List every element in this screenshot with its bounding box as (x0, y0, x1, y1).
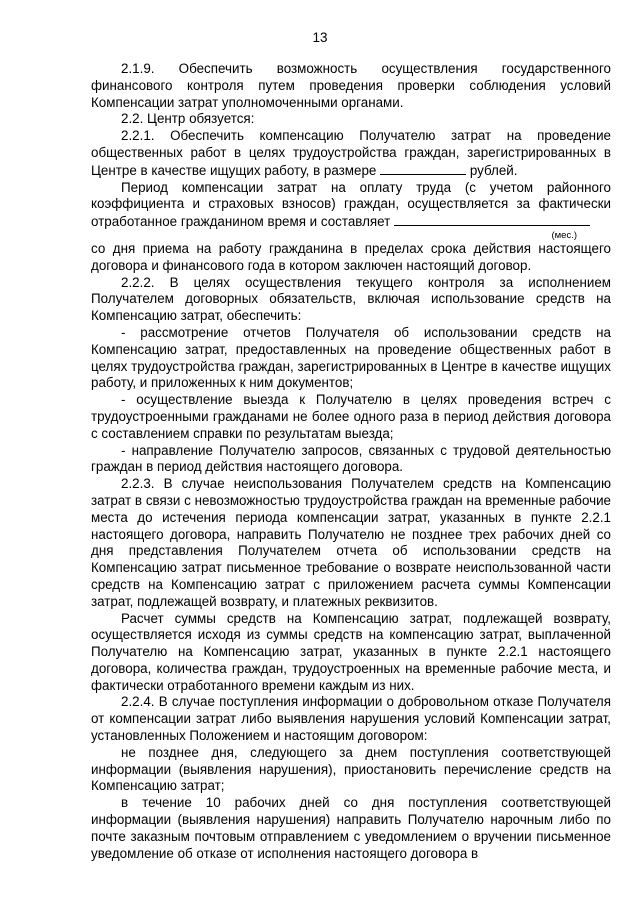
period-blank (394, 213, 590, 226)
paragraph-refund-calculation: Расчет суммы средств на Компенсацию затрат, подлежащей возврату, осуществляется исходя из суммы средств на компенсацию затрат, выплаченной Получателю на Компенсацию затрат, указанных в пункте 2.2.1 настоящего договора, количества граждан, трудоустроенных на временные рабочие места, и фактически отработанного времени каждым из них. (91, 610, 611, 693)
list-item-requests: - направление Получателю запросов, связанных с трудовой деятельностью граждан в период действия настоящего договора. (91, 442, 611, 475)
paragraph-2-2-3: 2.2.3. В случае неиспользования Получателем средств на Компенсацию затрат в связи с невозможностью трудоустройства граждан на временные рабочие места до истечения периода компенсации затрат, указанных в пункте 2.2.1 настоящего договора, направить Получателю не позднее трех рабочих дней со дня представления Получателем отчета об использовании средств на Компенсацию затрат письменное требование о возврате неиспользованной части средств на Компенсацию затрат с приложением расчета суммы Компенсации затрат, подлежащей возврату, и платежных реквизитов. (91, 476, 611, 609)
paragraph-2-2-4: 2.2.4. В случае поступления информации о добровольном отказе Получателя от компенсации затрат либо выявления нарушения условий Компенсации затрат, установленных Положением и настоящим договором: (91, 694, 611, 744)
paragraph-2-2: 2.2. Центр обязуется: (121, 111, 255, 127)
amount-blank (380, 162, 466, 175)
list-item-review-reports: - рассмотрение отчетов Получателя об использовании средств на Компенсацию затрат, предоставленных на проведение общественных работ в целях трудоустройства граждан, зарегистрированных в Центре в качестве ищущих работу, и приложенных к ним документов; (91, 324, 611, 391)
paragraph-period-continuation: со дня приема на работу гражданина в пределах срока действия настоящего договора и финансового года в котором заключен настоящий договор. (91, 240, 611, 273)
paragraph-2-2-1-text: 2.2.1. Обеспечить компенсацию Получателю затрат на проведение общественных работ в целях трудоустройства граждан, зарегистрированных в Центре в качестве ищущих работу, в размере (91, 128, 611, 178)
paragraph-suspend-transfer: не позднее дня, следующего за днем поступления соответствующей информации (выявления нарушения), приостановить перечисление средств на Компенсацию затрат; (91, 744, 611, 794)
page-number: 13 (312, 30, 328, 45)
paragraph-2-2-1 (91, 128, 611, 179)
paragraph-2-2-1-suffix: рублей. (469, 162, 518, 178)
paragraph-notification: в течение 10 рабочих дней со дня поступления соответствующей информации (выявления нарушения) направить Получателю нарочным либо по почте заказным почтовым отправлением с уведомлением о вручении письменное уведомление об отказе от исполнения настоящего договора в (91, 795, 611, 861)
list-item-site-visit: - осуществление выезда к Получателю в целях проведения встреч с трудоустроенными гражданами не более одного раза в период действия договора с составлением справки по результатам выезда; (91, 392, 611, 441)
paragraph-2-2-2: 2.2.2. В целях осуществления текущего контроля за исполнением Получателем договорных обязательств, включая использование средств на Компенсацию затрат, обеспечить: (91, 274, 611, 324)
paragraph-2-1-9: 2.1.9. Обеспечить возможность осуществления государственного финансового контроля путем проведения проверки соблюдения условий Компенсации затрат уполномоченными органами. (91, 61, 611, 110)
document-body (91, 61, 611, 862)
paragraph-compensation-period (91, 180, 611, 231)
period-unit-hint: (мес.) (551, 229, 577, 241)
compensation-period-text: Период компенсации затрат на оплату труда (с учетом районного коэффициента и страховых взносов) граждан, осуществляется за фактически отработанное гражданином время и составляет (91, 179, 611, 230)
